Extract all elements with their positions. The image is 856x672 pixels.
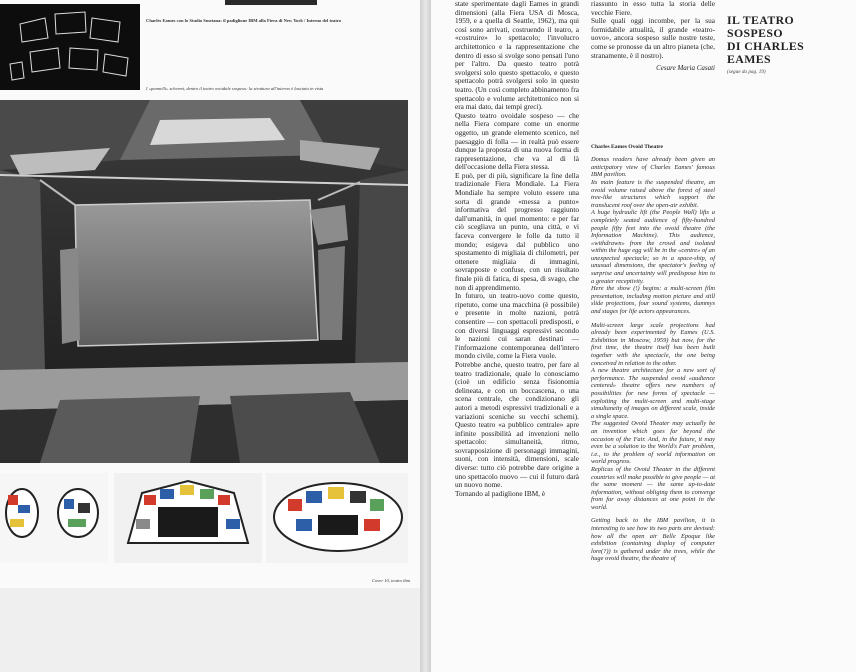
paragraph: riassunto in esso tutta la storia delle vecchie Fiere. (591, 0, 715, 17)
continued-from-note: (segue da pag. 19) (727, 69, 766, 75)
english-sub-heading: Charles Eames Ovoid Theatre (591, 144, 664, 151)
plan-figure-3-illustration (266, 473, 408, 563)
paragraph: A huge hydraulic lift (the People Wall) lifts a completely seated audience of fifty-hundred people fifty feet into the ovoid theatre (the Information Machine). This audience, «withdrawn» from the crowd and isolated within the huge egg will be in the «centre» of an unexpected spectacle; so in a space-ship, of unusual dimensions, the spectator's feeling of surprise and uncertainty will predispose him to a greater receptivity. (591, 209, 715, 285)
paragraph: A new theatre architecture for a new sort of performance. The suspended ovoid «audience centered» theatre offers new numbers of possibilities for new forms of spectacle — exploiting the multi-screen and multi-stage simultaneity of images on different scale, inside a single space. (591, 367, 715, 420)
paragraph: In futuro, un teatro-uovo come questo, ripetuto, come una macchina (è possibile) e presente in molte nazioni, potrà consentire — con spettacoli predisposti, e con diversi linguaggi espressivi secondo le nazioni cui saran destinati — l'informazione contemporanea dell'intero mondo civile, come la Fiera vuole. (455, 291, 579, 361)
article-title-block (727, 14, 851, 75)
paragraph: The suggested Ovoid Theater may actually be an invention which goes far beyond the occasion of the Fair. And, in the future, it may even be a solution to the World's Fair problem, i.e., to the problem of world information on world progress. (591, 420, 715, 466)
top-thumbnail-photo (0, 4, 140, 90)
top-strip (225, 0, 317, 5)
thumbnail-illustration (0, 4, 140, 90)
page-gutter (420, 0, 431, 672)
top-caption: Charles Eames con lo Studio Smetana: il padiglione IBM alla Fiera di New York / Interno del teatro (146, 18, 342, 23)
plan-figure-2 (114, 473, 262, 563)
paragraph: Here the show (!) begins: a multi-screen film presentation, including motion picture and still slide projections, four sound systems, dummys and stages for life actors appearances. (591, 285, 715, 316)
paragraph: Replicas of the Ovoid Theater in the different countries will make possible to give people — at the same moment — the same up-to-date information, without obliging them to converge from far away distances at one point in the world. (591, 465, 715, 511)
plan-figure-1 (0, 473, 108, 563)
paragraph: Questo teatro ovoidale sospeso — che nella Fiera compare come un enorme oggetto, un grande elemento scenico, nel paesaggio di folla — in realtà può essere dunque la proposta di una nuova forma di rappresentazione, che va al di là dell'occasione della Fiera stessa. (455, 110, 579, 172)
photo-caption: I «pannelli» schermi, dentro il teatro ovoidale sospeso: la struttura all'interno è lasciata in vista (146, 86, 324, 91)
left-page (0, 0, 420, 672)
theatre-interior-photo (0, 100, 408, 463)
paragraph: Getting back to the IBM pavilion, it is interesting to see how its two parts are devised: how all the open air Belle Epoque like exhibition (containing display of computer lore(?)) is gathered under the trees, while the huge ovoid theatre, the theatre of (591, 517, 715, 563)
article-title-line-1: IL TEATRO SOSPESO (727, 13, 795, 40)
plan-figure-1-illustration (0, 473, 108, 563)
paragraph: Potrebbe anche, questo teatro, per fare al teatro tradizionale, quale lo conosciamo (cioè un edificio senza fisionomia delineata, e con un boccascena, o una scena centrale, che condizionano gli autori a metodi espressivi tradizionali e a variazioni sceniche su vecchi schemi). Questo teatro «a pubblico centrale» apre infinite possibilità ad invenzioni nello spettacolo: simultaneità, ritmo, sovrapposizione di personaggi immagini, suoni, con intensità, dimensioni, scale diverse: tutto ciò potrebbe dare origine a uno spettacolo nuovo — cui il futuro darà un nuovo nome. (455, 359, 579, 490)
plan-figure-3 (266, 473, 408, 563)
plan-figure-2-illustration (114, 473, 262, 563)
paragraph: Its main feature is the suspended theatre, an ovoid volume raised above the forest of steel tree-like structures which support the translucent roof over the open-air exhibit. (591, 178, 715, 209)
bottom-caption: Cover 10, teatro ibm (371, 578, 410, 583)
paragraph: Tornando al padiglione IBM, è (455, 488, 546, 498)
paragraph: E può, per di più, significare la fine della tradizionale Fiera Mondiale. La Fiera Mondiale ha sempre voluto essere una sorta di grande «messa a punto» informativa del progresso raggiunto dall'umanità, in quel momento: e per far ciò scegliava un punto, una città, e vi faceva convergere le folle da tutto il mondo; esigeva dal pubblico uno spostamento di migliaia di chilometri, per ottenere migliaia di immagini, sovrapposte e confuse, con un risultato finale più di fatica, di spesa, di svago, che non di apprendimento. (455, 170, 579, 292)
paragraph: state sperimentate dagli Eames in grandi dimensioni (alla Fiera USA di Mosca, 1959, e a quella di Seattle, 1962), ma qui così sono arrivati, costruendo il teatro, a «costruire» lo spettacolo; l'involucro architettonico e la rappresentazione che dentro di esso si svolge sono pensati l'uno per l'altro. Da questo teatro potrà svolgersi solo questo spettacolo, e questo spettacolo potrà svolgersi solo in questo teatro. (Un così completo abbinamento fra spettacolo e volume architettonico non si era mai dato, dai tempi greci). (455, 0, 579, 112)
paragraph: Multi-screen large scale projections had already been experimented by Eames (U.S. Exhibition in Moscow, 1959) but now, for the first time, the theatre itself has been built together with the spectacle, the one being conceived in relation to the other. (591, 321, 715, 367)
theatre-interior-illustration (0, 100, 408, 463)
paragraph: Domus readers have already been given an anticipatory view of Charles Eames' famous IBM pavilion. (591, 156, 715, 179)
paragraph: Sulle quali oggi incombe, per la sua formidabile attualità, il grande «teatro-uovo», ancora sospeso sulle nostre teste, come se pronosse da un altro pianeta (che, stranamente, è il nostro). (591, 16, 715, 60)
italian-text-column-1 (455, 0, 579, 498)
author-signature: Cesare Maria Casati (656, 64, 715, 73)
article-title-line-2: DI CHARLES EAMES (727, 39, 805, 66)
right-text-column (591, 0, 715, 563)
